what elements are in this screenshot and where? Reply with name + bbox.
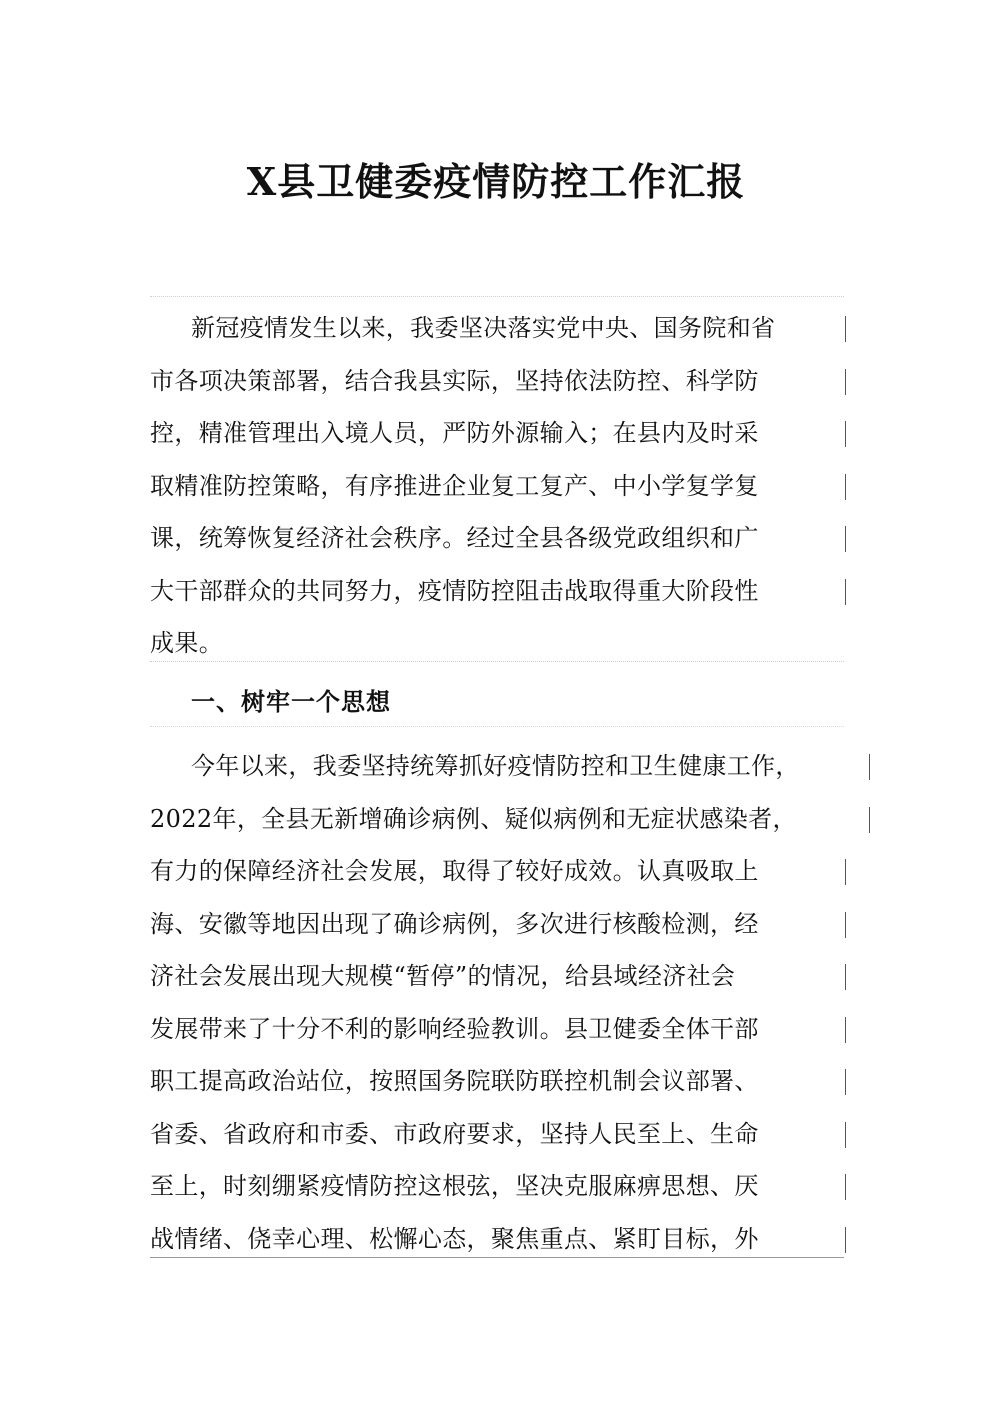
paragraph-line: 取精准防控策略，有序推进企业复工复产、中小学复学复 [150,460,844,513]
paragraph-line: 海、安徽等地因出现了确诊病例，多次进行核酸检测，经 [150,898,844,951]
paragraph-line: 有力的保障经济社会发展，取得了较好成效。认真吸取上 [150,845,844,898]
document-title: X县卫健委疫情防控工作汇报 [246,159,746,204]
paragraph-line: 市各项决策部署，结合我县实际，坚持依法防控、科学防 [150,355,844,408]
paragraph-line: 成果。 [150,629,224,657]
paragraph-line: 战情绪、侥幸心理、松懈心态，聚焦重点、紧盯目标，外 [150,1213,844,1266]
paragraph-line: 今年以来，我委坚持统筹抓好疫情防控和卫生健康工作， [150,740,844,793]
paragraph-line: 新冠疫情发生以来，我委坚决落实党中央、国务院和省 [150,302,844,355]
page-frame-separator [150,726,844,727]
paragraph-2 [150,740,844,1265]
paragraph-line: 大干部群众的共同努力，疫情防控阻击战取得重大阶段性 [150,565,844,618]
paragraph-line: 至上，时刻绷紧疫情防控这根弦，坚决克服麻痹思想、厌 [150,1160,844,1213]
paragraph-line: 济社会发展出现大规模“暂停”的情况，给县域经济社会 [150,950,844,1003]
paragraph-line: 控，精准管理出入境人员，严防外源输入；在县内及时采 [150,407,844,460]
page-frame-top-line [150,296,844,297]
paragraph-line: 2022年，全县无新增确诊病例、疑似病例和无症状感染者， [150,793,844,846]
paragraph-line: 发展带来了十分不利的影响经验教训。县卫健委全体干部 [150,1003,844,1056]
paragraph-line: 省委、省政府和市委、市政府要求，坚持人民至上、生命 [150,1108,844,1161]
paragraph-line: 课，统筹恢复经济社会秩序。经过全县各级党政组织和广 [150,512,844,565]
paragraph-line: 职工提高政治站位，按照国务院联防联控机制会议部署、 [150,1055,844,1108]
paragraph-1 [150,302,844,670]
page-frame-separator [150,661,844,662]
section-heading: 一、树牢一个思想 [191,688,391,716]
page-frame-bottom-line [150,1257,844,1258]
